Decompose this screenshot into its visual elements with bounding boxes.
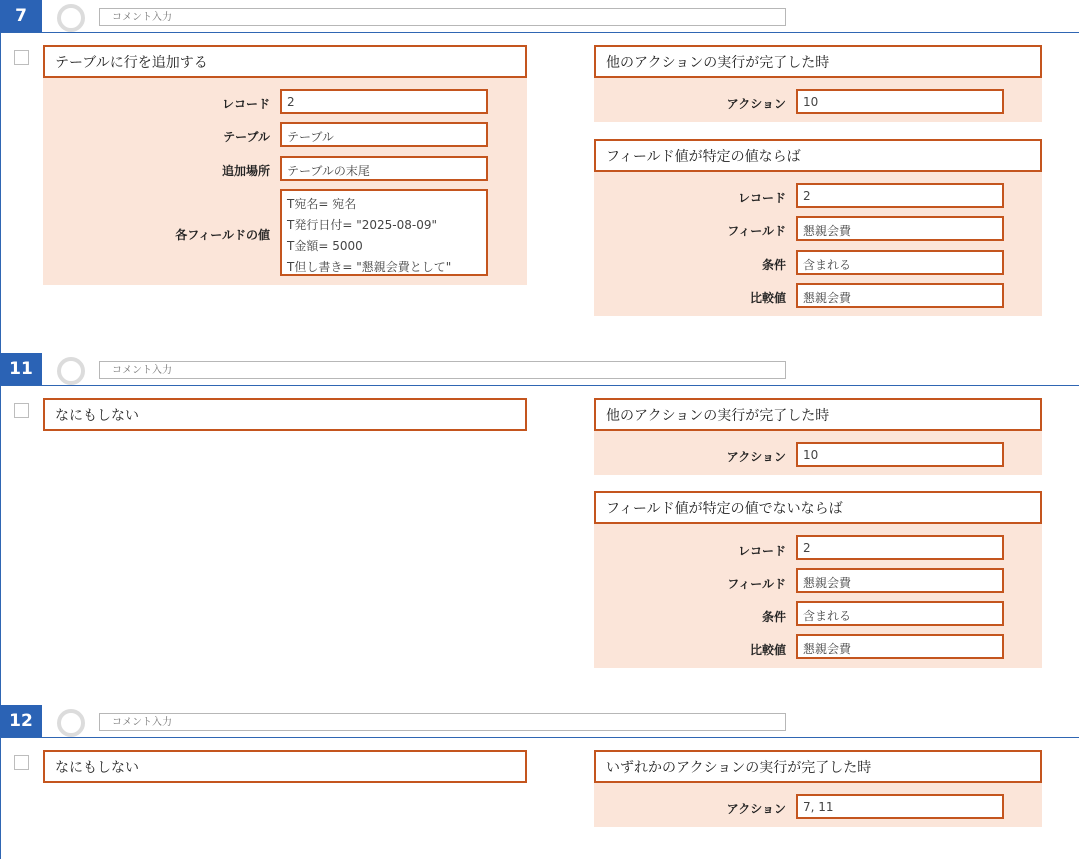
- field-label: 比較値: [749, 291, 786, 305]
- step-number-badge: 7: [0, 0, 42, 32]
- field-value-line: T但し書き= "懇親会費として": [287, 260, 452, 274]
- progress-ring-icon: [57, 709, 85, 737]
- action-title[interactable]: なにもしない: [43, 398, 527, 431]
- field-label: 追加場所: [221, 164, 270, 178]
- step-header: [0, 705, 1079, 738]
- action-title[interactable]: テーブルに行を追加する: [43, 45, 527, 78]
- compare-value-field[interactable]: 懇親会費: [796, 283, 1004, 308]
- field-label: レコード: [737, 544, 786, 558]
- action-title[interactable]: なにもしない: [43, 750, 527, 783]
- field-label: レコード: [737, 191, 786, 205]
- trigger-title[interactable]: いずれかのアクションの実行が完了した時: [594, 750, 1042, 783]
- record-field[interactable]: 2: [796, 183, 1004, 208]
- field-value-line: T宛名= 宛名: [287, 197, 357, 211]
- action-field[interactable]: 7, 11: [796, 794, 1004, 819]
- condition-title[interactable]: フィールド値が特定の値ならば: [594, 139, 1042, 172]
- compare-value-field[interactable]: 懇親会費: [796, 634, 1004, 659]
- condition-field[interactable]: 含まれる: [796, 601, 1004, 626]
- step-number-badge: 12: [0, 705, 42, 737]
- condition-field[interactable]: 含まれる: [796, 250, 1004, 275]
- step-checkbox[interactable]: [14, 403, 29, 418]
- record-field[interactable]: 2: [796, 535, 1004, 560]
- action-field[interactable]: 10: [796, 89, 1004, 114]
- trigger-title[interactable]: 他のアクションの実行が完了した時: [594, 45, 1042, 78]
- progress-ring-icon: [57, 357, 85, 385]
- trigger-title[interactable]: 他のアクションの実行が完了した時: [594, 398, 1042, 431]
- field-label: 各フィールドの値: [175, 228, 270, 242]
- field-label: フィールド: [727, 224, 786, 238]
- field-value-line: T発行日付= "2025-08-09": [287, 218, 437, 232]
- field-values-textarea[interactable]: [280, 189, 488, 276]
- step-checkbox[interactable]: [14, 755, 29, 770]
- field-label: アクション: [726, 450, 786, 464]
- header-divider: [0, 737, 1079, 738]
- field-label: 比較値: [749, 643, 786, 657]
- condition-title[interactable]: フィールド値が特定の値でないならば: [594, 491, 1042, 524]
- table-field[interactable]: テーブル: [280, 122, 488, 147]
- field-label: アクション: [726, 97, 786, 111]
- step-checkbox[interactable]: [14, 50, 29, 65]
- step-header: [0, 0, 1079, 33]
- insert-position-field[interactable]: テーブルの末尾: [280, 156, 488, 181]
- step-number-badge: 11: [0, 353, 42, 385]
- field-label: フィールド: [727, 577, 786, 591]
- comment-input[interactable]: コメント入力: [99, 8, 786, 26]
- field-value-line: T金額= 5000: [287, 239, 363, 253]
- record-field[interactable]: 2: [280, 89, 488, 114]
- field-label: テーブル: [223, 130, 270, 144]
- progress-ring-icon: [57, 4, 85, 32]
- field-field[interactable]: 懇親会費: [796, 568, 1004, 593]
- comment-input[interactable]: コメント入力: [99, 361, 786, 379]
- step-header: [0, 353, 1079, 386]
- field-label: 条件: [761, 258, 786, 272]
- field-label: レコード: [221, 97, 270, 111]
- field-field[interactable]: 懇親会費: [796, 216, 1004, 241]
- header-divider: [0, 385, 1079, 386]
- comment-input[interactable]: コメント入力: [99, 713, 786, 731]
- field-label: アクション: [726, 802, 786, 816]
- action-field[interactable]: 10: [796, 442, 1004, 467]
- header-divider: [0, 32, 1079, 33]
- field-label: 条件: [761, 610, 786, 624]
